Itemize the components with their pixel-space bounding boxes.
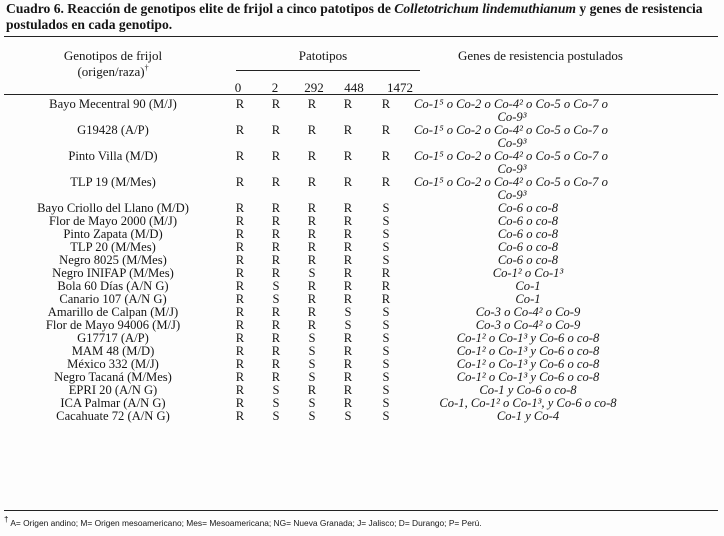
genes-line: Co-1⁵ o Co-2 o Co-4² o Co-5 o Co-7 o bbox=[414, 149, 608, 163]
reaction-cell: R bbox=[235, 175, 245, 189]
genotype-cell: Pinto Villa (M/D) bbox=[68, 149, 158, 163]
genes-line: Co-1 bbox=[515, 292, 541, 306]
genes-line: Co-3 o Co-4² o Co-9 bbox=[475, 305, 581, 319]
reaction-cell: S bbox=[308, 331, 316, 345]
reaction-cell: S bbox=[382, 214, 390, 228]
reaction-cell: R bbox=[271, 370, 281, 384]
reaction-cell: R bbox=[307, 201, 317, 215]
reaction-cell: R bbox=[307, 175, 317, 189]
reaction-cell: S bbox=[344, 305, 352, 319]
reaction-cell: R bbox=[307, 123, 317, 137]
genes-line: Co-1² o Co-1³ bbox=[492, 266, 564, 280]
genotype-cell: Flor de Mayo 94006 (M/J) bbox=[45, 318, 181, 332]
genes-line: Co-1² o Co-1³ y Co-6 o co-8 bbox=[456, 344, 600, 358]
reaction-cell: S bbox=[382, 318, 390, 332]
reaction-cell: R bbox=[235, 318, 245, 332]
reaction-cell: R bbox=[343, 370, 353, 384]
reaction-cell: R bbox=[381, 175, 391, 189]
genotype-cell: Bayo Mecentral 90 (M/J) bbox=[49, 97, 177, 111]
reaction-cell: R bbox=[381, 149, 391, 163]
reaction-cell: S bbox=[308, 344, 316, 358]
genes-line: Co-1⁵ o Co-2 o Co-4² o Co-5 o Co-7 o bbox=[414, 97, 608, 111]
pathotype-code: 292 bbox=[304, 80, 324, 95]
reaction-cell: R bbox=[343, 175, 353, 189]
reaction-cell: R bbox=[343, 279, 353, 293]
reaction-cell: R bbox=[271, 344, 281, 358]
reaction-cell: R bbox=[235, 305, 245, 319]
reaction-cell: R bbox=[307, 292, 317, 306]
reaction-cell: S bbox=[382, 370, 390, 384]
genes-line: Co-1² o Co-1³ y Co-6 o co-8 bbox=[456, 331, 600, 345]
genes-cell bbox=[406, 176, 650, 202]
genes-line: Co-1 y Co-4 bbox=[496, 409, 560, 423]
reaction-cell: R bbox=[235, 266, 245, 280]
reaction-cell: R bbox=[343, 292, 353, 306]
reaction-cell: R bbox=[343, 253, 353, 267]
genotype-cell: EPRI 20 (A/N G) bbox=[68, 383, 158, 397]
reaction-cell: R bbox=[307, 253, 317, 267]
genes-line: Co-6 o co-8 bbox=[497, 201, 559, 215]
reaction-cell: R bbox=[307, 383, 317, 397]
reaction-cell: R bbox=[381, 266, 391, 280]
reaction-cell: R bbox=[235, 240, 245, 254]
genes-cell bbox=[406, 150, 650, 176]
reaction-cell: R bbox=[235, 292, 245, 306]
reaction-cell: R bbox=[343, 357, 353, 371]
genotype-cell: Negro Tacaná (M/Mes) bbox=[54, 370, 172, 384]
genotype-cell: TLP 20 (M/Mes) bbox=[70, 240, 156, 254]
reaction-cell: R bbox=[343, 383, 353, 397]
table-row bbox=[4, 124, 650, 150]
genes-cell bbox=[406, 410, 650, 423]
genotype-cell: Bola 60 Días (A/N G) bbox=[57, 279, 169, 293]
reaction-cell: S bbox=[382, 240, 390, 254]
reaction-cell: R bbox=[381, 123, 391, 137]
reaction-cell: R bbox=[343, 149, 353, 163]
reaction-cell: S bbox=[382, 396, 390, 410]
reaction-cell: R bbox=[307, 149, 317, 163]
reaction-cell: S bbox=[344, 409, 352, 423]
table-row bbox=[4, 410, 650, 423]
reaction-cell: R bbox=[271, 318, 281, 332]
reaction-cell: R bbox=[271, 214, 281, 228]
reaction-cell: R bbox=[235, 396, 245, 410]
table-caption: Cuadro 6. Reacción de genotipos elite de frijol a cinco patotipos de Colletotrichum lindemuthianum y genes de resistencia postulados en cada genotipo. bbox=[6, 1, 703, 32]
reaction-cell: R bbox=[307, 240, 317, 254]
reaction-cell: S bbox=[308, 357, 316, 371]
reaction-cell: R bbox=[343, 240, 353, 254]
reaction-cell: R bbox=[343, 123, 353, 137]
reaction-cell: S bbox=[382, 305, 390, 319]
reaction-cell: R bbox=[235, 97, 245, 111]
reaction-cell: R bbox=[381, 292, 391, 306]
reaction-cell: R bbox=[343, 227, 353, 241]
reaction-cell: R bbox=[271, 201, 281, 215]
genes-line: Co-1, Co-1² o Co-1³, y Co-6 o co-8 bbox=[439, 396, 617, 410]
genes-line-continued: Co-9³ bbox=[497, 162, 527, 176]
genotype-cell: ICA Palmar (A/N G) bbox=[60, 396, 166, 410]
reaction-cell: S bbox=[344, 318, 352, 332]
table-row bbox=[4, 150, 650, 176]
reaction-cell: R bbox=[271, 240, 281, 254]
species-name: Colletotrichum lindemuthianum bbox=[394, 1, 576, 16]
genes-line: Co-1⁵ o Co-2 o Co-4² o Co-5 o Co-7 o bbox=[414, 175, 608, 189]
reaction-cell: S bbox=[272, 279, 280, 293]
genotype-cell: México 332 (M/J) bbox=[67, 357, 159, 371]
genes-line-continued: Co-9³ bbox=[497, 136, 527, 150]
reaction-cell: R bbox=[271, 175, 281, 189]
genes-line: Co-6 o co-8 bbox=[497, 214, 559, 228]
pathotype-rule bbox=[236, 70, 420, 71]
genotype-cell: G19428 (A/P) bbox=[77, 123, 149, 137]
bottom-rule bbox=[4, 510, 718, 511]
reaction-cell: R bbox=[235, 409, 245, 423]
reaction-cell: R bbox=[381, 97, 391, 111]
footnote: † A= Origen andino; M= Origen mesoamericano; Mes= Mesoamericana; NG= Nueva Granada; J= Jalisco; D= Durango; P= Perú. bbox=[4, 515, 482, 528]
reaction-cell: S bbox=[308, 396, 316, 410]
reaction-cell: S bbox=[272, 383, 280, 397]
genes-cell bbox=[406, 98, 650, 124]
genes-line: Co-6 o co-8 bbox=[497, 227, 559, 241]
genotype-cell: TLP 19 (M/Mes) bbox=[70, 175, 156, 189]
genotype-cell: Negro INIFAP (M/Mes) bbox=[52, 266, 174, 280]
reaction-cell: R bbox=[235, 357, 245, 371]
pathotype-code: 448 bbox=[344, 80, 364, 95]
reaction-cell: R bbox=[307, 97, 317, 111]
reaction-cell: R bbox=[235, 149, 245, 163]
genes-line-continued: Co-9³ bbox=[497, 188, 527, 202]
reaction-cell: S bbox=[382, 253, 390, 267]
reaction-cell: S bbox=[382, 344, 390, 358]
reaction-cell: R bbox=[343, 331, 353, 345]
reaction-cell: R bbox=[235, 123, 245, 137]
reaction-cell: R bbox=[235, 383, 245, 397]
genes-header: Genes de resistencia postulados bbox=[458, 48, 623, 63]
genotype-header: Genotipos de frijol (origen/raza)† bbox=[63, 48, 163, 79]
reaction-cell: R bbox=[271, 266, 281, 280]
reaction-cell: R bbox=[271, 227, 281, 241]
genes-line: Co-1 bbox=[515, 279, 541, 293]
reaction-cell: R bbox=[271, 357, 281, 371]
genes-line: Co-1 y Co-6 o co-8 bbox=[479, 383, 577, 397]
genotype-cell: Flor de Mayo 2000 (M/J) bbox=[48, 214, 178, 228]
reaction-cell: R bbox=[271, 305, 281, 319]
reaction-cell: R bbox=[343, 201, 353, 215]
genotype-cell: Cacahuate 72 (A/N G) bbox=[56, 409, 170, 423]
reaction-cell: S bbox=[272, 409, 280, 423]
reaction-cell: R bbox=[381, 279, 391, 293]
reaction-cell: R bbox=[343, 344, 353, 358]
reaction-cell: S bbox=[382, 409, 390, 423]
reaction-cell: R bbox=[235, 201, 245, 215]
genotype-cell: Amarillo de Calpan (M/J) bbox=[47, 305, 179, 319]
reaction-cell: R bbox=[307, 318, 317, 332]
top-rule bbox=[4, 36, 718, 37]
reaction-cell: R bbox=[235, 279, 245, 293]
genes-cell bbox=[406, 124, 650, 150]
reaction-cell: S bbox=[272, 292, 280, 306]
pathotype-code: 2 bbox=[271, 80, 279, 95]
reaction-cell: S bbox=[308, 370, 316, 384]
reaction-table bbox=[4, 98, 650, 423]
reaction-cell: R bbox=[343, 214, 353, 228]
pathotype-header: Patotipos bbox=[298, 48, 348, 63]
reaction-cell: S bbox=[272, 396, 280, 410]
genes-line-continued: Co-9³ bbox=[497, 110, 527, 124]
reaction-cell: S bbox=[308, 409, 316, 423]
reaction-cell: R bbox=[235, 253, 245, 267]
genes-line: Co-1² o Co-1³ y Co-6 o co-8 bbox=[456, 357, 600, 371]
header-rule bbox=[4, 94, 718, 95]
reaction-cell: R bbox=[271, 97, 281, 111]
table-row bbox=[4, 98, 650, 124]
genes-line: Co-1² o Co-1³ y Co-6 o co-8 bbox=[456, 370, 600, 384]
reaction-cell: S bbox=[382, 227, 390, 241]
pathotype-code: 1472 bbox=[387, 80, 413, 95]
reaction-cell: R bbox=[271, 331, 281, 345]
genotype-cell: G17717 (A/P) bbox=[77, 331, 149, 345]
reaction-cell: S bbox=[382, 357, 390, 371]
reaction-cell: R bbox=[235, 331, 245, 345]
reaction-cell: R bbox=[235, 214, 245, 228]
reaction-cell: R bbox=[307, 305, 317, 319]
table-row bbox=[4, 176, 650, 202]
reaction-cell: R bbox=[271, 123, 281, 137]
reaction-cell: R bbox=[307, 214, 317, 228]
reaction-cell: S bbox=[382, 383, 390, 397]
genes-line: Co-3 o Co-4² o Co-9 bbox=[475, 318, 581, 332]
reaction-cell: R bbox=[271, 253, 281, 267]
pathotype-code: 0 bbox=[234, 80, 242, 95]
reaction-cell: R bbox=[343, 97, 353, 111]
genotype-cell: Canario 107 (A/N G) bbox=[59, 292, 167, 306]
reaction-cell: R bbox=[235, 344, 245, 358]
reaction-cell: R bbox=[235, 227, 245, 241]
reaction-cell: R bbox=[343, 266, 353, 280]
reaction-cell: R bbox=[343, 396, 353, 410]
genotype-cell: Negro 8025 (M/Mes) bbox=[59, 253, 167, 267]
reaction-cell: S bbox=[308, 266, 316, 280]
genotype-cell: Bayo Criollo del Llano (M/D) bbox=[37, 201, 189, 215]
reaction-cell: S bbox=[382, 331, 390, 345]
reaction-cell: R bbox=[271, 149, 281, 163]
genes-line: Co-6 o co-8 bbox=[497, 240, 559, 254]
genotype-cell: MAM 48 (M/D) bbox=[71, 344, 155, 358]
reaction-cell: R bbox=[307, 227, 317, 241]
genes-line: Co-1⁵ o Co-2 o Co-4² o Co-5 o Co-7 o bbox=[414, 123, 608, 137]
reaction-cell: R bbox=[235, 370, 245, 384]
genotype-cell: Pinto Zapata (M/D) bbox=[63, 227, 163, 241]
genes-line: Co-6 o co-8 bbox=[497, 253, 559, 267]
reaction-cell: R bbox=[307, 279, 317, 293]
reaction-cell: S bbox=[382, 201, 390, 215]
